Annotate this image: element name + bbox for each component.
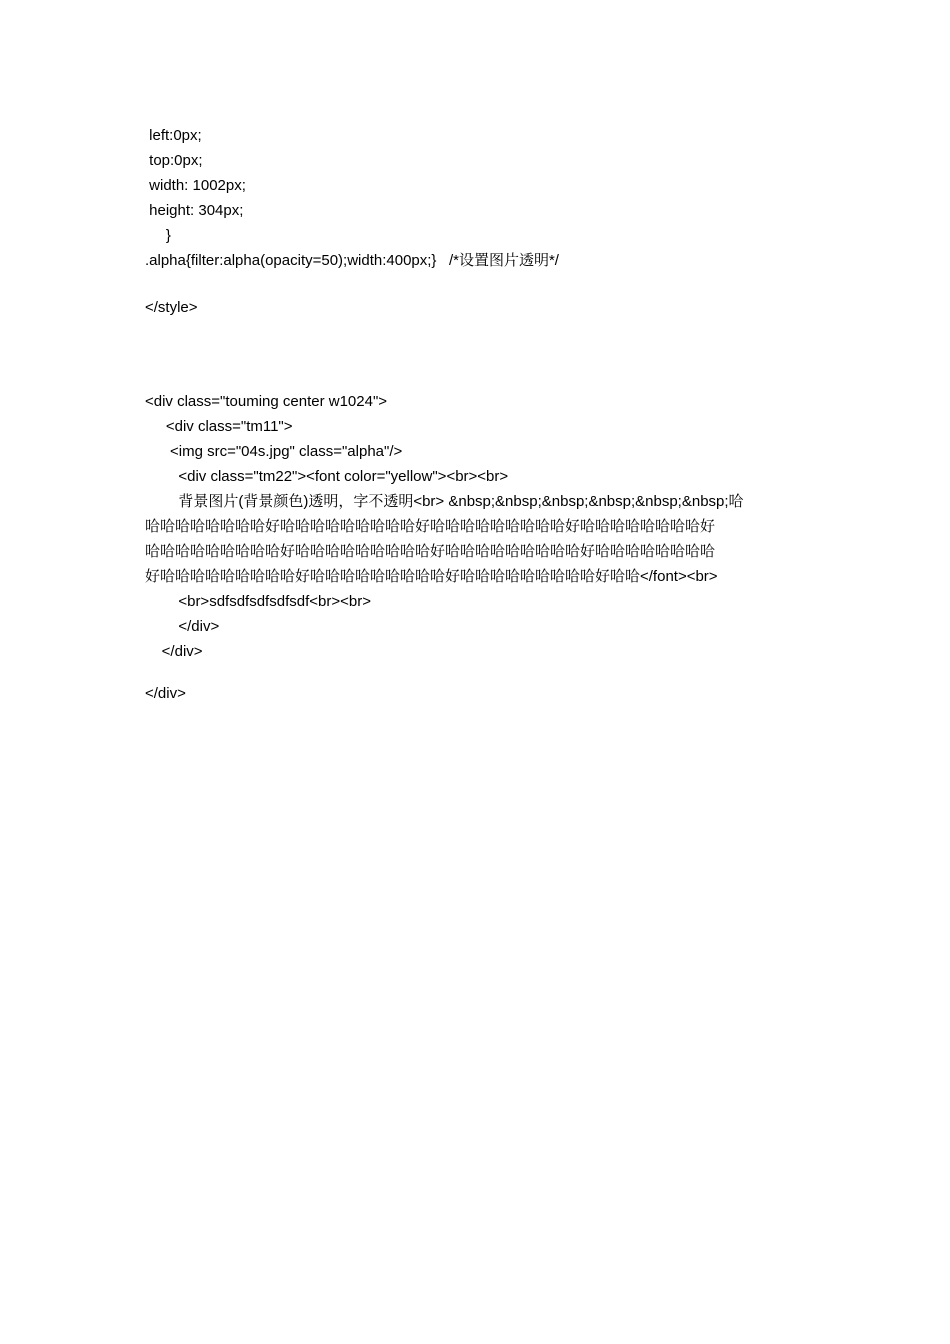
code-line-14: 哈哈哈哈哈哈哈哈哈好哈哈哈哈哈哈哈哈哈好哈哈哈哈哈哈哈哈哈好哈哈哈哈哈哈哈哈 [145, 543, 716, 560]
code-line-15: 好哈哈哈哈哈哈哈哈哈好哈哈哈哈哈哈哈哈哈好哈哈哈哈哈哈哈哈哈好哈哈</font><br> [145, 568, 718, 585]
code-line-16: <br>sdfsdfsdfsdfsdf<br><br> [145, 593, 371, 610]
code-line-6: .alpha{filter:alpha(opacity=50);width:400px;} /*设置图片透明*/ [145, 252, 559, 269]
code-line-17: </div> [145, 618, 220, 635]
code-line-8: <div class="touming center w1024"> [145, 393, 388, 410]
code-line-19: </div> [145, 685, 186, 702]
code-line-7: </style> [145, 299, 198, 316]
code-line-10: <img src="04s.jpg" class="alpha"/> [145, 443, 403, 460]
code-line-11: <div class="tm22"><font color="yellow"><br><br> [145, 468, 509, 485]
code-line-18: </div> [145, 643, 203, 660]
code-line-2: top:0px; [145, 152, 203, 169]
code-line-12: 背景图片(背景颜色)透明，字不透明<br> &nbsp;&nbsp;&nbsp;&nbsp;&nbsp;&nbsp;哈 [145, 493, 744, 510]
code-line-4: height: 304px; [145, 202, 244, 219]
code-line-5: } [145, 227, 171, 244]
code-line-3: width: 1002px; [145, 177, 246, 194]
code-line-9: <div class="tm11"> [145, 418, 293, 435]
code-line-13: 哈哈哈哈哈哈哈哈好哈哈哈哈哈哈哈哈哈好哈哈哈哈哈哈哈哈哈好哈哈哈哈哈哈哈哈好 [145, 518, 716, 535]
code-line-1: left:0px; [145, 127, 202, 144]
